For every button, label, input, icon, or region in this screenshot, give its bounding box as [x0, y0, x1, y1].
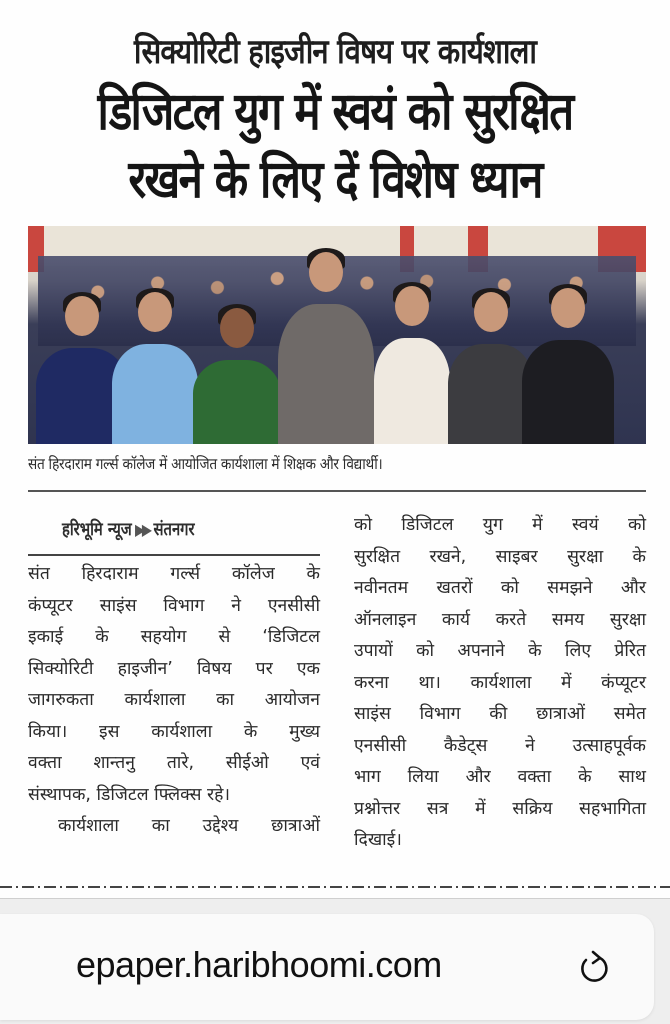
dateline-location: संतनगर: [153, 519, 195, 540]
caption-divider: [28, 490, 646, 492]
body-line: साइंस विभाग की छात्राओं समेत: [354, 704, 646, 724]
body-line: उपायों को अपनाने के लिए प्रेरित: [354, 641, 646, 661]
browser-address-bar: [0, 898, 670, 1024]
body-line: कार्यशाला का उद्देश्य छात्राओं: [58, 816, 320, 836]
person-teacher-1: [374, 338, 450, 444]
body-line: संस्थापक, डिजिटल फ्लिक्स रहे।: [28, 784, 231, 805]
photo-caption: संत हिरदाराम गर्ल्स कॉलेज में आयोजित कार्यशाला में शिक्षक और विद्यार्थी।: [28, 455, 383, 473]
person-speaker: [278, 304, 374, 444]
dateline-source: हरिभूमि न्यूज: [62, 519, 132, 540]
dateline-divider: [28, 554, 320, 556]
body-line: कंप्यूटर साइंस विभाग ने एनसीसी: [28, 595, 320, 616]
headline-line-2: रखने के लिए दें विशेष ध्यान: [128, 150, 542, 210]
double-arrow-icon: ▶▶: [135, 520, 149, 539]
body-line: सिक्योरिटी हाइजीन’ विषय पर एक: [28, 658, 320, 679]
body-line: सुरक्षित रखने, साइबर सुरक्षा के: [354, 546, 646, 567]
url-field[interactable]: [0, 914, 654, 1020]
body-line: इकाई के सहयोग से ‘डिजिटल: [28, 627, 320, 647]
url-text[interactable]: epaper.haribhoomi.com: [76, 944, 442, 985]
person-student-3: [193, 360, 281, 444]
body-line: दिखाई।: [354, 830, 402, 850]
person-teacher-3: [522, 340, 614, 444]
body-line: ऑनलाइन कार्य करते समय सुरक्षा: [354, 609, 646, 630]
body-line: प्रश्नोत्तर सत्र में सक्रिय सहभागिता: [354, 798, 646, 819]
body-line: वक्ता शान्तनु तारे, सीईओ एवं: [28, 753, 320, 773]
article-end-divider: [0, 886, 670, 888]
body-line: भाग लिया और वक्ता के साथ: [354, 767, 646, 787]
body-column-right: [354, 510, 646, 857]
person-student-2: [112, 344, 198, 444]
body-line: किया। इस कार्यशाला के मुख्य: [28, 721, 320, 742]
article-photo: [28, 226, 646, 444]
body-line: जागरुकता कार्यशाला का आयोजन: [28, 690, 320, 710]
body-column-left: [28, 559, 320, 843]
body-line: नवीनतम खतरों को समझने और: [354, 578, 646, 598]
dateline: [62, 517, 194, 541]
body-line: संत हिरदाराम गर्ल्स कॉलेज के: [28, 564, 320, 584]
reload-icon[interactable]: [576, 948, 612, 988]
body-line: करना था। कार्यशाला में कंप्यूटर: [354, 672, 646, 693]
body-line: को डिजिटल युग में स्वयं को: [354, 515, 646, 535]
article-headline: [54, 78, 617, 214]
headline-line-1: डिजिटल युग में स्वयं को सुरक्षित: [97, 82, 573, 142]
body-line: एनसीसी कैडेट्स ने उत्साहपूर्वक: [354, 735, 646, 756]
article-kicker: सिक्योरिटी हाइजीन विषय पर कार्यशाला: [133, 32, 537, 72]
